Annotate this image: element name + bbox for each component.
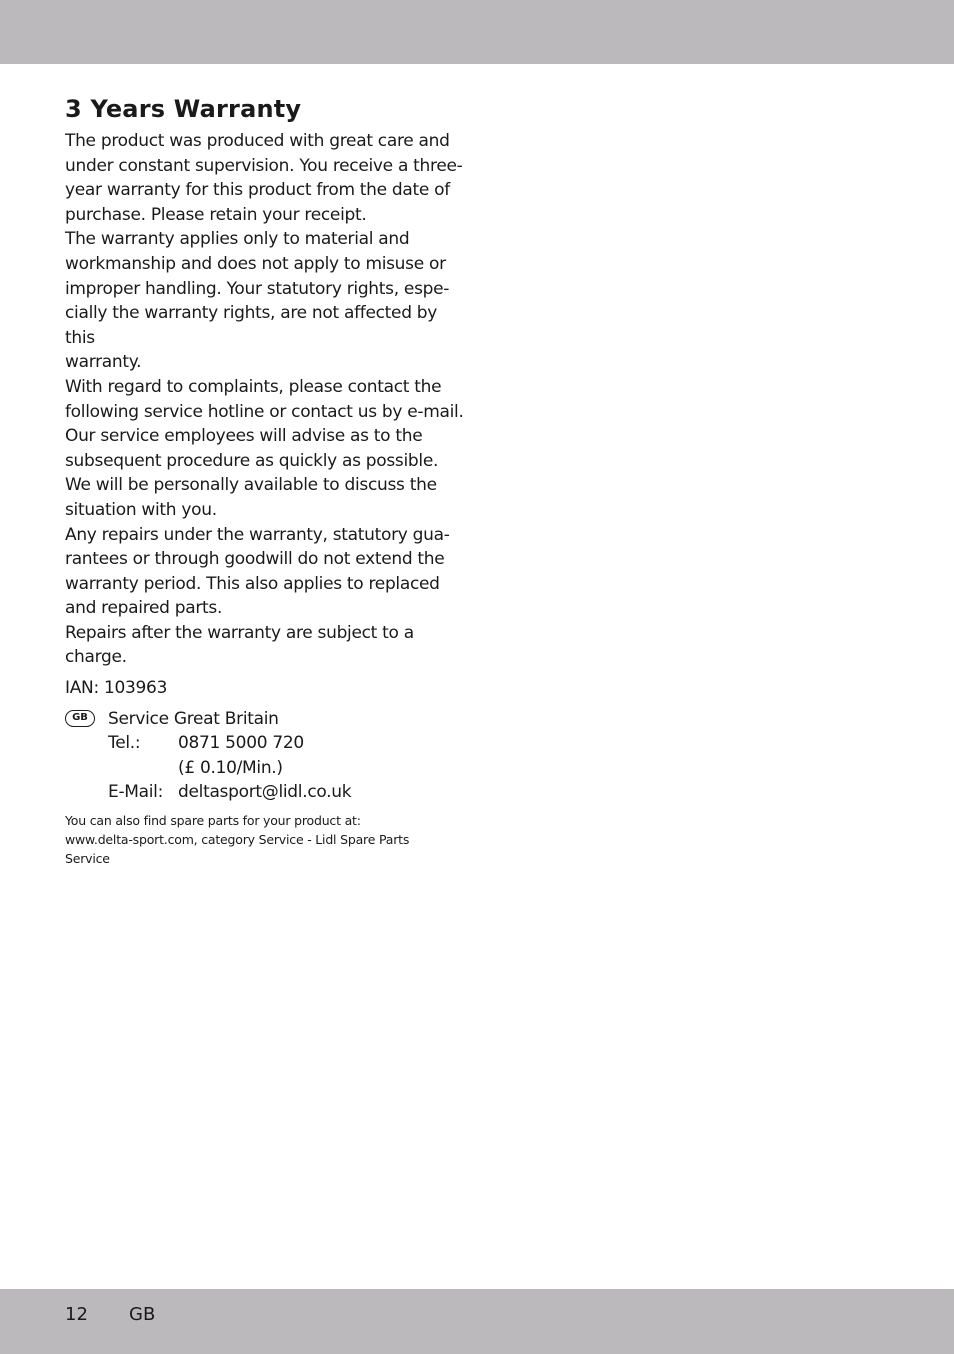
spare-parts-note	[65, 811, 425, 868]
rate-spacer	[108, 756, 178, 781]
section-title: 3 Years Warranty	[65, 95, 302, 123]
service-tel-row	[65, 731, 465, 756]
spare-parts-line-2[interactable]: www.delta-sport.com, category Service - Lidl Spare Parts	[65, 832, 410, 848]
service-rate-row	[65, 756, 465, 781]
email-label: E-Mail:	[108, 782, 164, 803]
service-contact-block	[65, 707, 465, 805]
ian-number: IAN: 103963	[65, 678, 168, 699]
warranty-section	[65, 92, 465, 868]
footer-country-code: GB	[129, 1304, 156, 1325]
tel-value[interactable]: 0871 5000 720	[178, 733, 304, 754]
warranty-paragraph-5: Repairs after the warranty are subject to a charge.	[65, 622, 414, 668]
warranty-paragraph-2: The warranty applies only to material and workmanship and does not apply to misuse or improper handling. Your statutory rights, espe- cially the warranty rights, are not affected by this warranty.	[65, 229, 450, 373]
warranty-paragraph-3: With regard to complaints, please contact the following service hotline or contact us by e-mail. Our service employees will advise as to the subsequent procedure as quickly as possible. We will be personally available to discuss the situation with you.	[65, 376, 464, 520]
spare-parts-line-3: Service	[65, 851, 110, 867]
warranty-paragraph-4: Any repairs under the warranty, statutory gua- rantees or through goodwill do not extend the warranty period. This also applies to replaced and repaired parts.	[65, 524, 450, 619]
gb-country-badge-icon: GB	[65, 710, 95, 727]
service-email-row	[65, 780, 465, 805]
spare-parts-line-1: You can also find spare parts for your product at:	[65, 813, 361, 829]
page-number: 12	[65, 1304, 88, 1325]
service-heading: Service Great Britain	[108, 708, 279, 729]
header-band	[0, 0, 954, 64]
email-value[interactable]: deltasport@lidl.co.uk	[178, 782, 352, 803]
tel-label: Tel.:	[108, 733, 141, 754]
tel-rate: (£ 0.10/Min.)	[178, 757, 283, 778]
warranty-paragraph-1: The product was produced with great care and under constant supervision. You receive a three- year warranty for this product from the date of purchase. Please retain your receipt.	[65, 131, 463, 225]
